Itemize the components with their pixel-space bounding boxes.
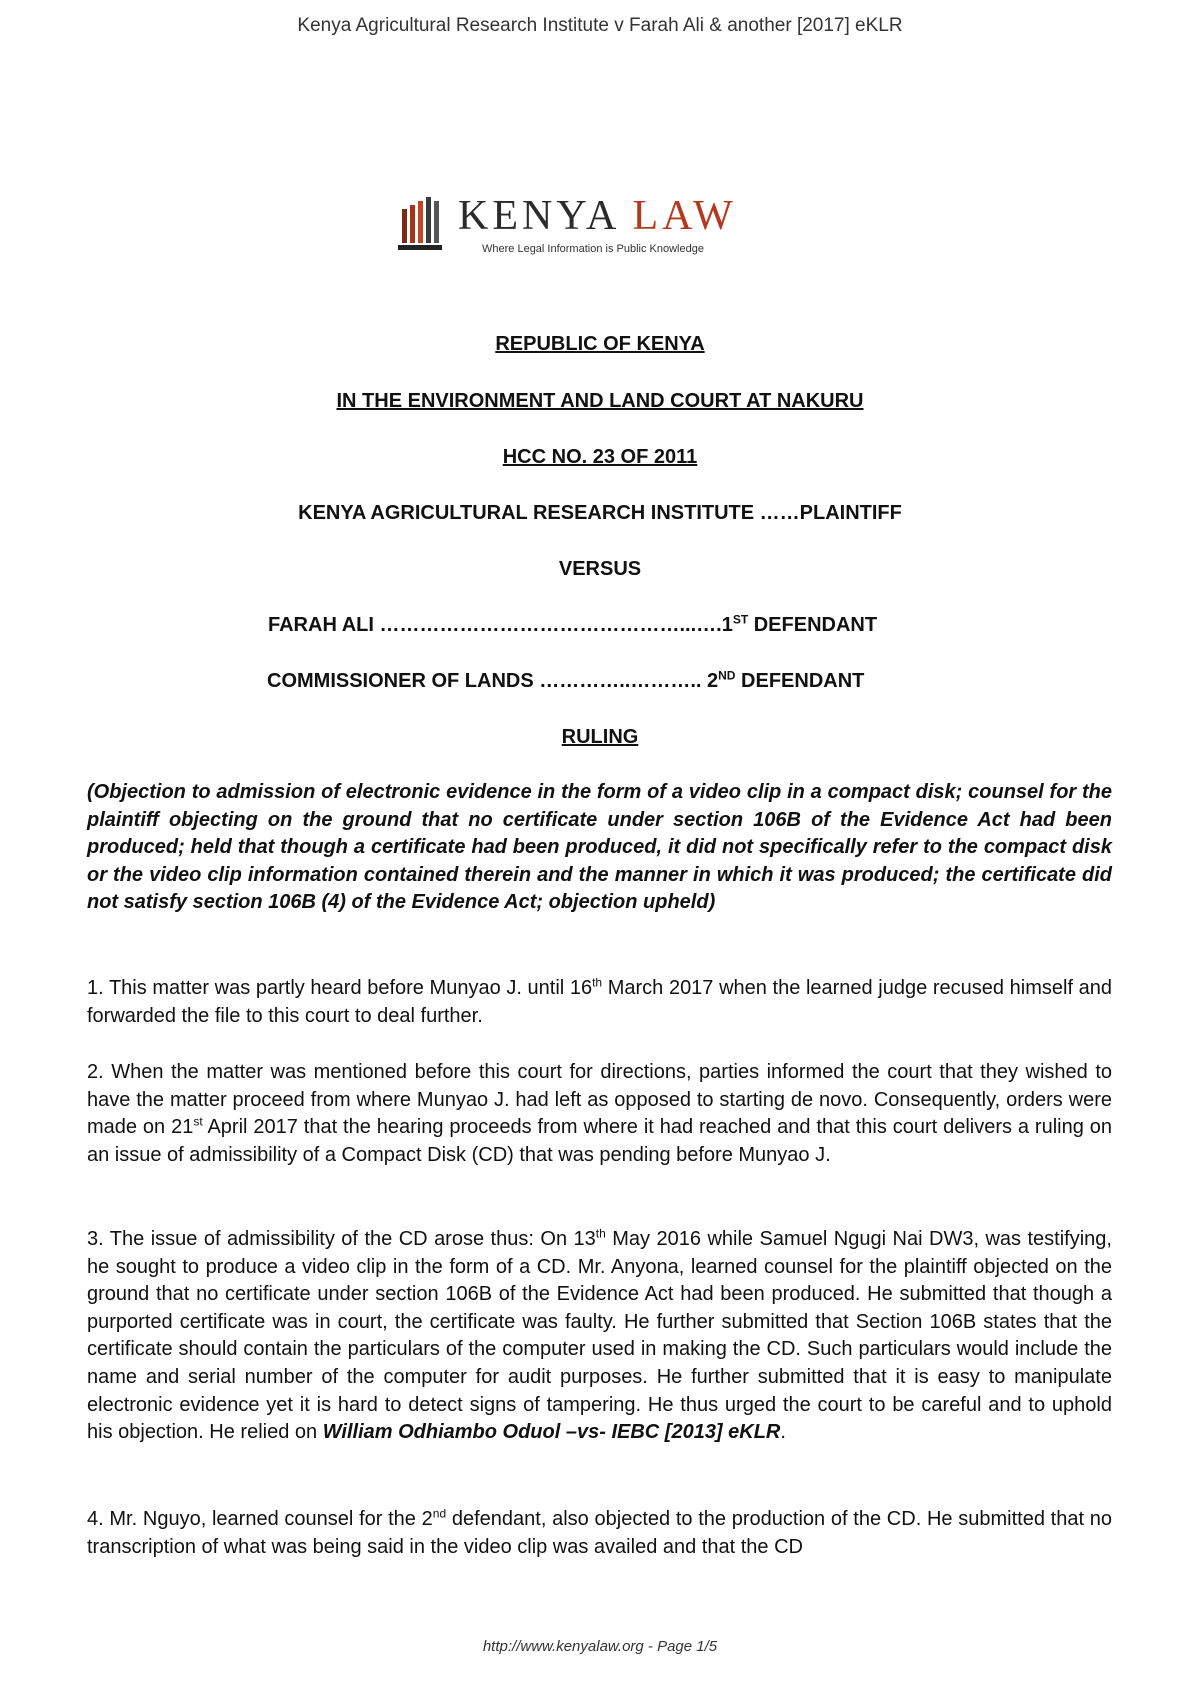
paragraph-4: 4. Mr. Nguyo, learned counsel for the 2nd defendant, also objected to the production of the CD. He submitted that no transcription of what was being said in the video clip was availed and that the CD — [87, 1506, 1113, 1558]
logo-wordmark: KENYA LAW — [458, 193, 737, 239]
paragraph-1: 1. This matter was partly heard before Munyao J. until 16th March 2017 when the learned judge recused himself and forwarded the file to this court to deal further. — [87, 975, 1112, 1027]
pillars-icon — [398, 197, 458, 257]
court-heading: IN THE ENVIRONMENT AND LAND COURT AT NAKURU — [336, 390, 864, 412]
logo-tagline: Where Legal Information is Public Knowledge — [482, 243, 704, 255]
second-defendant-line: COMMISSIONER OF LANDS …………..……….. 2ND DEFENDANT — [267, 668, 865, 692]
first-defendant-line: FARAH ALI ………………………………………...….1ST DEFENDANT — [268, 612, 878, 636]
paragraph-3: 3. The issue of admissibility of the CD arose thus: On 13th May 2016 while Samuel Ngugi Nai DW3, was testifying, he sought to produce a video clip in the form of a CD. Mr. Anyona, learned counsel for the plaintiff objected on the ground that no certificate under section 106B of the Evidence Act had been produced. He submitted that though a purported certificate was in court, the certificate was faulty. He further submitted that Section 106B states that the certificate should contain the particulars of the computer used in making the CD. Such particulars would include the name and serial number of the computer for audit purposes. He further submitted that it is easy to manipulate electronic evidence yet it is hard to detect signs of tampering. He thus urged the court to be careful and to uphold his objection. He relied on William Odhiambo Oduol –vs- IEBC [2013] eKLR. — [87, 1226, 1112, 1444]
republic-heading: REPUBLIC OF KENYA — [495, 333, 705, 355]
running-header: Kenya Agricultural Research Institute v Farah Ali & another [2017] eKLR — [297, 15, 903, 36]
kenya-law-logo — [398, 193, 738, 265]
page-footer: http://www.kenyalaw.org - Page 1/5 — [482, 1638, 718, 1655]
plaintiff-line: KENYA AGRICULTURAL RESEARCH INSTITUTE ……PLAINTIFF — [298, 502, 902, 524]
case-citation: William Odhiambo Oduol –vs- IEBC [2013] eKLR — [322, 1421, 781, 1444]
versus-line: VERSUS — [558, 558, 642, 580]
case-number: HCC NO. 23 OF 2011 — [502, 446, 698, 468]
paragraph-2: 2. When the matter was mentioned before this court for directions, parties informed the court that they wished to have the matter proceed from where Munyao J. had left as opposed to starting de novo. Consequently, orders were made on 21st April 2017 that the hearing proceeds from where it had reached and that this court delivers a ruling on an issue of admissibility of a Compact Disk (CD) that was pending before Munyao J. — [87, 1061, 1112, 1166]
ruling-heading: RULING — [561, 726, 639, 748]
ruling-summary: (Objection to admission of electronic evidence in the form of a video clip in a compact disk; counsel for the plaintiff objecting on the ground that no certificate under section 106B of the Evidence Act had been produced; held that though a certificate had been produced, it did not specifically refer to the compact disk or the video clip information contained therein and the manner in which it was produced; the certificate did not satisfy section 106B (4) of the Evidence Act; objection upheld) — [87, 781, 1112, 914]
